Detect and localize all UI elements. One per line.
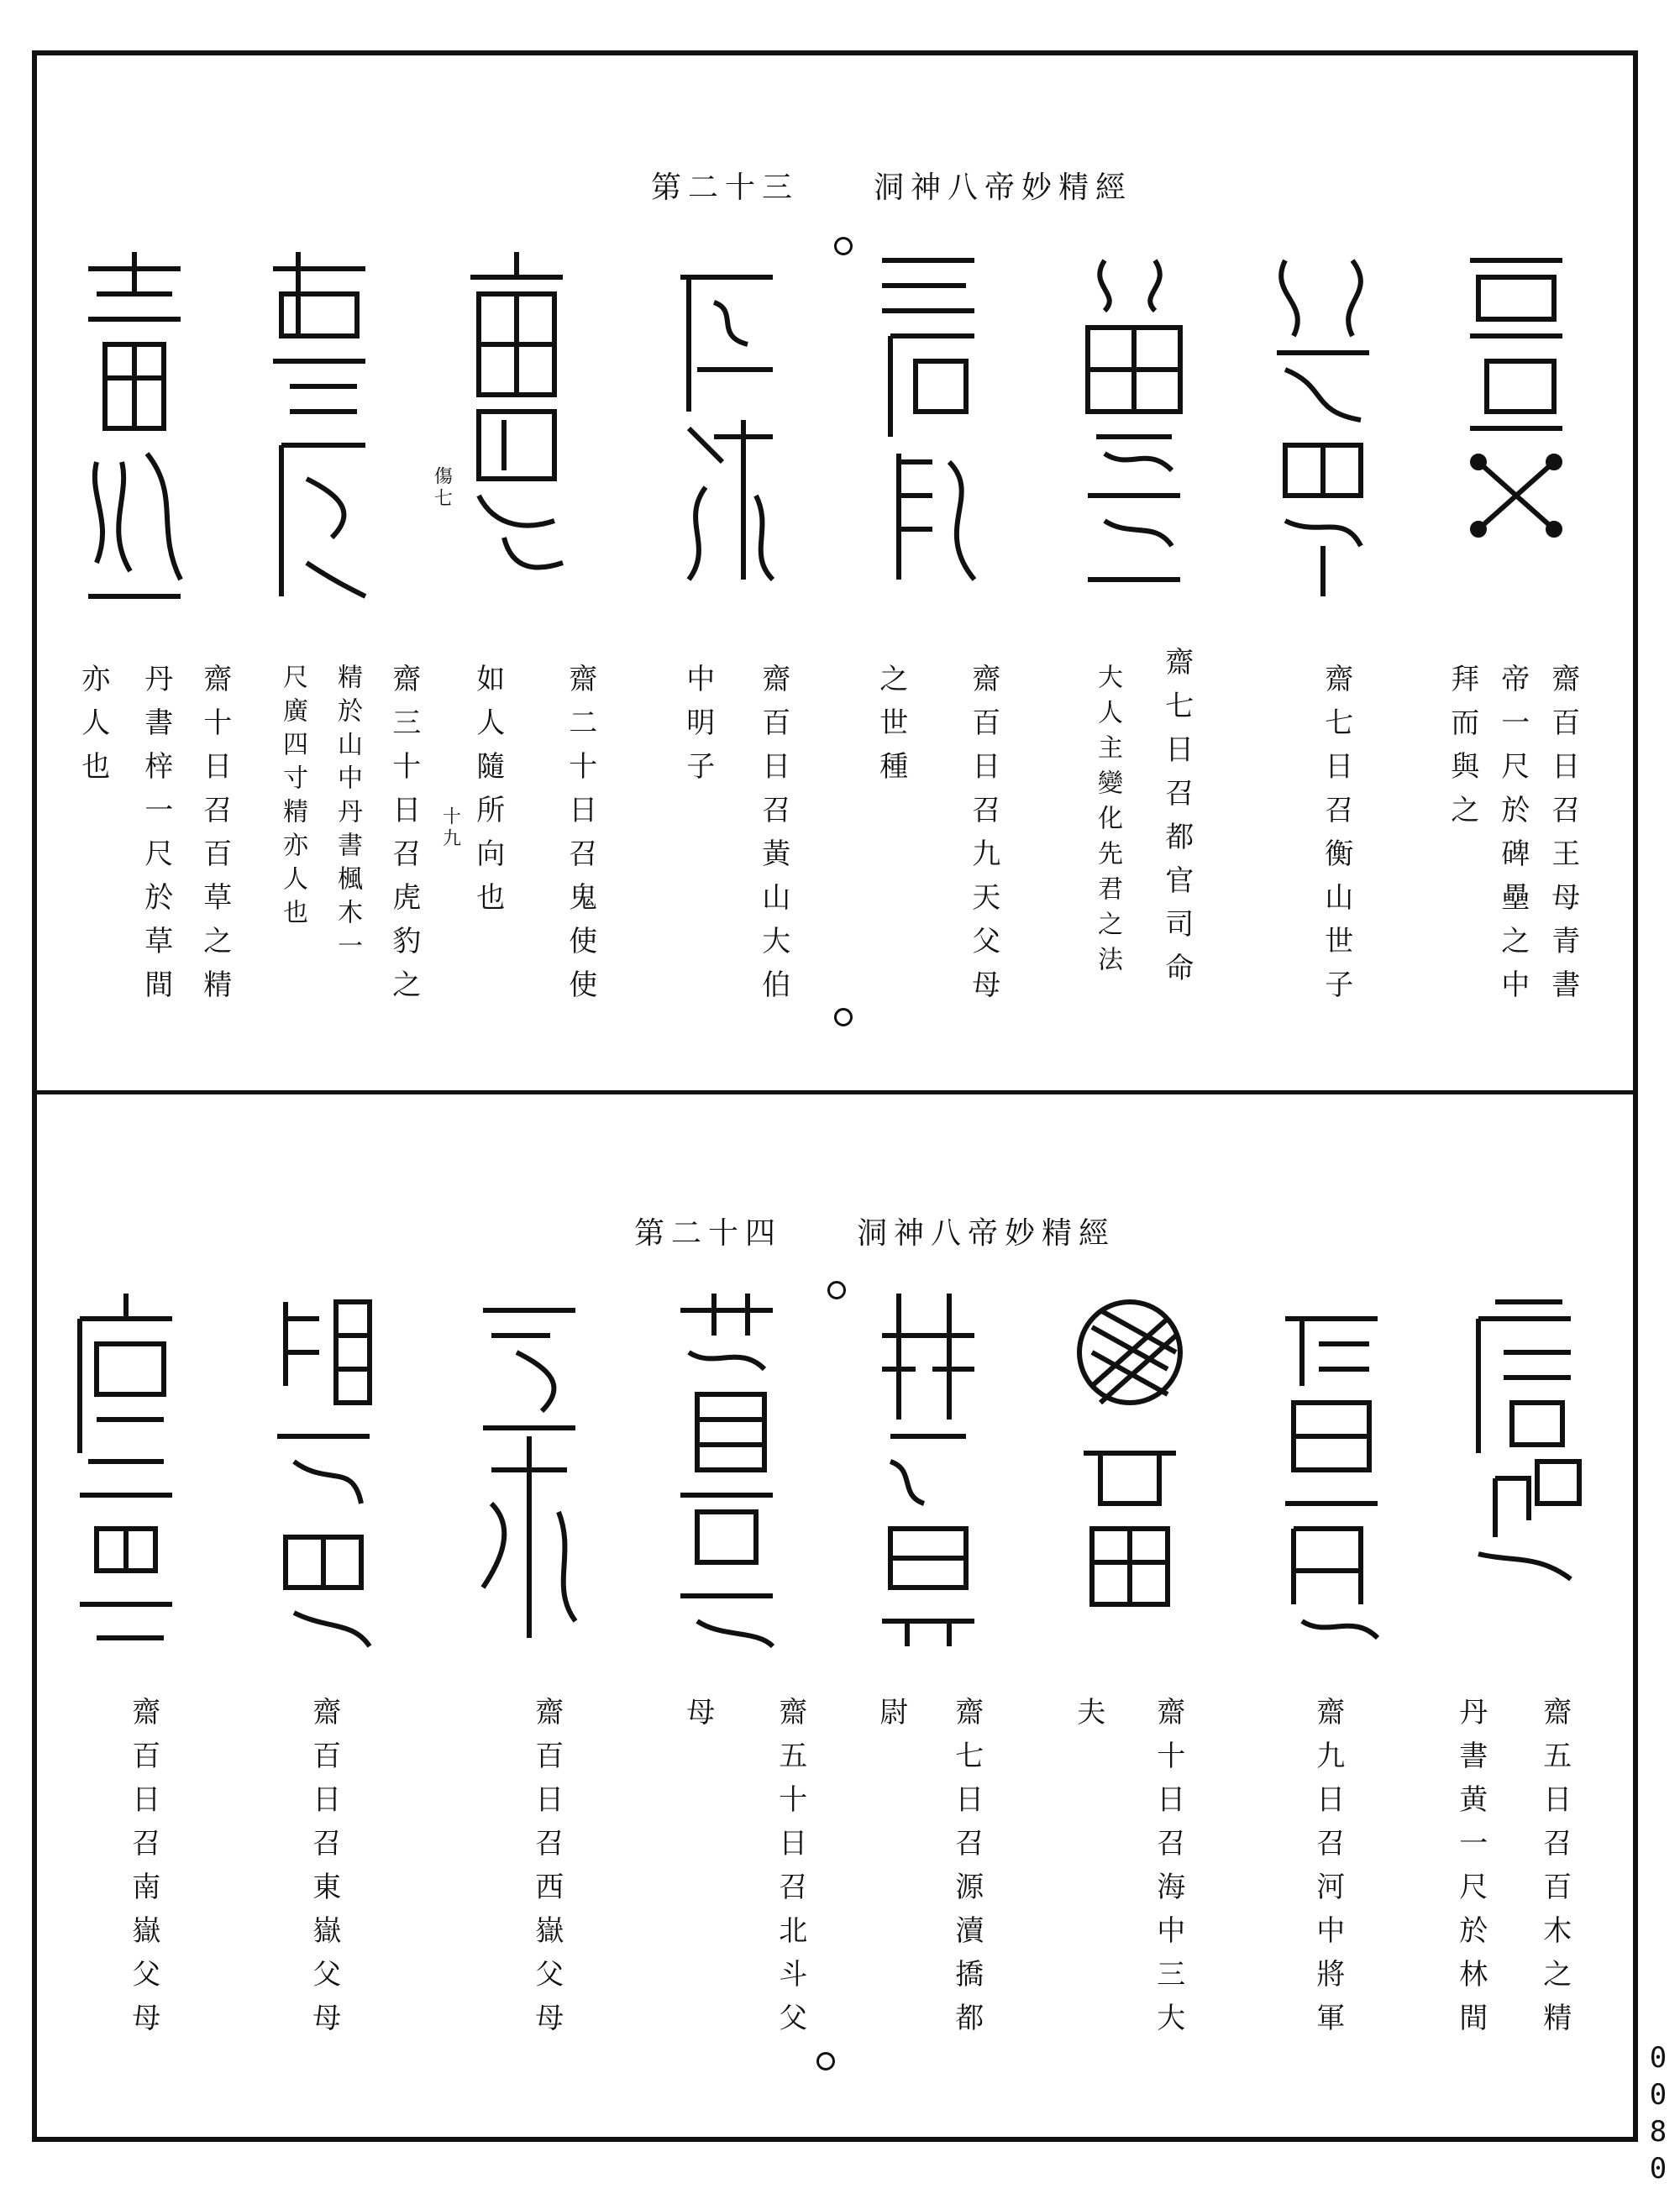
talisman-14 (466, 1285, 592, 1655)
bottom-col-1-line-1: 齋五日召百木之精 (1537, 1697, 1572, 2046)
top-col-3-line-2: 大人主變化先君之法 (1093, 664, 1122, 981)
top-col-7-line-1: 齋三十日召虎豹之 (386, 664, 421, 1013)
bottom-col-6-line-1: 齋百日召西嶽父母 (529, 1697, 564, 2046)
bottom-col-1-line-2: 丹書黄一尺於林間 (1453, 1697, 1488, 2046)
talisman-1 (1453, 244, 1579, 613)
talisman-glyph (454, 244, 580, 613)
talisman-6 (454, 244, 580, 613)
talisman-3 (1071, 244, 1197, 613)
talisman-glyph (1268, 1285, 1394, 1655)
top-col-1-line-3: 拜而與之 (1445, 664, 1479, 838)
top-col-5-line-1: 齋百日召黃山大伯 (756, 664, 790, 1013)
talisman-8 (71, 244, 197, 613)
circle-mark (834, 1008, 853, 1026)
top-col-6-line-2: 如人隨所向也 (470, 664, 505, 926)
talisman-11 (1067, 1285, 1193, 1655)
talisman-10 (1268, 1285, 1394, 1655)
talisman-13 (664, 1285, 790, 1655)
talisman-glyph (865, 244, 991, 613)
top-header-title: 洞神八帝妙精經 (874, 171, 1133, 205)
top-col-2-line-1: 齋七日召衡山世子 (1319, 664, 1353, 1013)
talisman-2 (1260, 244, 1386, 613)
talisman-glyph (256, 244, 382, 613)
talisman-glyph (1462, 1285, 1588, 1655)
talisman-16 (63, 1285, 189, 1655)
bottom-header-section: 第二十四 (634, 1216, 783, 1251)
talisman-5 (664, 244, 790, 613)
top-col-4-line-2: 之世種 (874, 664, 908, 795)
bottom-col-4-line-1: 齋七日召源瀆撟都 (949, 1697, 984, 2046)
top-col-7-line-3: 尺廣四寸精亦人也 (278, 664, 307, 932)
bottom-col-3-line-2: 夫 (1071, 1697, 1105, 1740)
talisman-glyph (260, 1285, 386, 1655)
bottom-col-8-line-1: 齋百日召南嶽父母 (126, 1697, 160, 2046)
bottom-col-5-line-2: 母 (680, 1697, 715, 1740)
top-col-3-line-1: 齋七日召都官司命 (1159, 647, 1194, 996)
talisman-glyph (466, 1285, 592, 1655)
circle-mark (816, 2052, 835, 2070)
top-col-5-line-2: 中明子 (680, 664, 715, 795)
panel-divider (32, 1090, 1638, 1094)
talisman-glyph (865, 1285, 991, 1655)
top-col-7-line-2: 精於山中丹書楓木一 (333, 664, 362, 966)
circle-mark (827, 1281, 846, 1299)
top-col-4-line-1: 齋百日召九天父母 (966, 664, 1000, 1013)
talisman-7 (256, 244, 382, 613)
talisman-12 (865, 1285, 991, 1655)
talisman-glyph (1260, 244, 1386, 613)
talisman-4 (865, 244, 991, 613)
bottom-col-7-line-1: 齋百日召東嶽父母 (307, 1697, 341, 2046)
talisman-glyph (71, 244, 197, 613)
talisman-glyph (1453, 244, 1579, 613)
bottom-col-2-line-1: 齋九日召河中將軍 (1310, 1697, 1345, 2046)
top-col-1-line-1: 齋百日召王母青書 (1546, 664, 1580, 1013)
talisman-glyph (1071, 244, 1197, 613)
talisman-glyph (664, 244, 790, 613)
talisman-glyph (664, 1285, 790, 1655)
talisman-glyph (63, 1285, 189, 1655)
top-col-1-line-2: 帝一尺於碑壘之中 (1495, 664, 1530, 1013)
top-col-6-line-1: 齋二十日召鬼使使 (563, 664, 597, 1013)
top-col-8-line-3: 亦人也 (76, 664, 110, 795)
bottom-col-3-line-1: 齋十日召海中三大 (1151, 1697, 1185, 2046)
bottom-header-title: 洞神八帝妙精經 (857, 1216, 1116, 1251)
talisman-15 (260, 1285, 386, 1655)
top-header-section: 第二十三 (651, 171, 800, 205)
top-col-8-line-1: 齋十日召百草之精 (197, 664, 232, 1013)
bottom-col-5-line-1: 齋五十日召北斗父 (773, 1697, 807, 2046)
annotation-1: 傷七 (431, 466, 453, 510)
talisman-9 (1462, 1285, 1588, 1655)
bottom-col-4-line-2: 尉 (874, 1697, 908, 1740)
talisman-glyph (1067, 1285, 1193, 1655)
annotation-2: 十九 (439, 806, 461, 850)
page-number: 0080 (1641, 2041, 1675, 2189)
top-col-8-line-2: 丹書梓一尺於草間 (139, 664, 173, 1013)
circle-mark (834, 237, 853, 255)
